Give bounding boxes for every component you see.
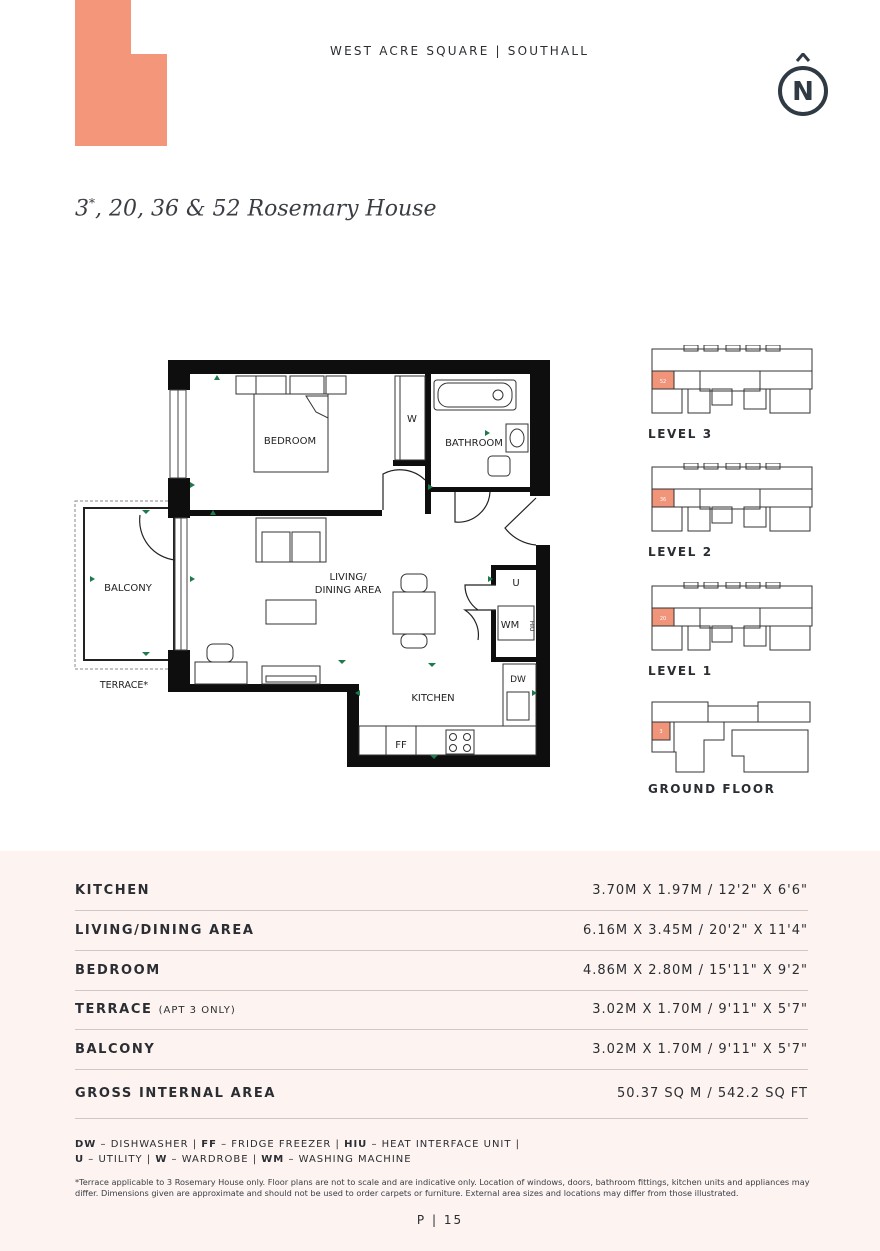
brand-header: WEST ACRE SQUARE | SOUTHALL <box>330 44 590 58</box>
key-plan-unit-number: 52 <box>659 379 667 385</box>
key-plan-unit-number: 36 <box>659 497 667 503</box>
floor-plan <box>70 340 570 780</box>
utility-label: U <box>512 578 520 589</box>
level-label: LEVEL 1 <box>648 664 713 678</box>
key-plan-level-1 <box>648 582 816 678</box>
dimension-row-living <box>75 910 808 951</box>
room-name: TERRACE (APT 3 ONLY) <box>75 1001 236 1017</box>
dimension-row-balcony <box>75 1029 808 1070</box>
level-label: LEVEL 3 <box>648 427 713 441</box>
room-name: GROSS INTERNAL AREA <box>75 1085 277 1101</box>
bathroom-label: BATHROOM <box>445 438 503 449</box>
room-size: 3.02M X 1.70M / 9'11" X 5'7" <box>592 1041 808 1057</box>
bed <box>236 376 346 472</box>
desk <box>195 644 320 684</box>
key-plan-unit-number: 20 <box>659 616 667 622</box>
brand-logo-mark <box>75 0 167 146</box>
page-title: 3*, 20, 36 & 52 Rosemary House <box>75 196 437 222</box>
level-label: GROUND FLOOR <box>648 782 776 796</box>
bedroom-label: BEDROOM <box>263 436 317 447</box>
smoke-detector-markers <box>90 375 537 759</box>
room-name: LIVING/DINING AREA <box>75 922 255 938</box>
dimension-row-kitchen <box>75 870 808 911</box>
bath-fittings <box>434 380 528 476</box>
page-number: P | 15 <box>416 1213 464 1227</box>
room-name: KITCHEN <box>75 882 151 898</box>
dining-set <box>393 574 435 648</box>
key-plan-level-2 <box>648 463 816 559</box>
key-plan-level-3 <box>648 345 816 441</box>
kitchen-label: KITCHEN <box>411 693 455 704</box>
abbreviation-legend: DW – DISHWASHER | FF – FRIDGE FREEZER | HIU – HEAT INTERFACE UNIT | U – UTILITY | W – WARDROBE | WM – WASHING MACHINE <box>75 1139 521 1165</box>
hiu-label: HIU <box>528 620 535 632</box>
key-plan-ground-floor <box>648 700 816 796</box>
dishwasher-label: DW <box>510 675 526 685</box>
room-name: BALCONY <box>75 1041 156 1057</box>
washing-machine-label: WM <box>500 620 520 631</box>
dimension-row-bedroom <box>75 950 808 991</box>
living-label-line1: LIVING/ <box>329 572 367 583</box>
disclaimer-footnote: *Terrace applicable to 3 Rosemary House only. Floor plans are not to scale and are indicative only. Location of windows, doors, bathroom fittings, kitchen units and appliances may differ. Dimensions given are approximate and should not be used to order carpets or furniture. External area sizes and locations may differ from those illustrated. <box>75 1177 810 1198</box>
coffee-table <box>266 600 316 624</box>
room-name: BEDROOM <box>75 962 161 978</box>
dimension-row-gross-area <box>75 1068 808 1119</box>
fridge-freezer-label: FF <box>395 740 407 751</box>
room-size: 50.37 SQ M / 542.2 SQ FT <box>617 1085 808 1101</box>
north-compass-icon <box>777 53 829 121</box>
room-size: 6.16M X 3.45M / 20'2" X 11'4" <box>582 922 808 938</box>
room-size: 3.70M X 1.97M / 12'2" X 6'6" <box>592 882 808 898</box>
room-size: 3.02M X 1.70M / 9'11" X 5'7" <box>592 1001 808 1017</box>
wardrobe-label: W <box>407 414 417 425</box>
balcony-label: BALCONY <box>104 583 152 594</box>
living-label-line2: DINING AREA <box>314 585 382 596</box>
level-label: LEVEL 2 <box>648 545 713 559</box>
walls <box>168 360 550 767</box>
sofa <box>256 518 326 562</box>
key-plan-unit-number: 3 <box>659 729 663 735</box>
room-size: 4.86M X 2.80M / 15'11" X 9'2" <box>582 962 808 978</box>
dimension-row-terrace <box>75 989 808 1030</box>
compass-letter: N <box>792 77 814 107</box>
terrace-label: TERRACE* <box>99 680 149 691</box>
room-note: (APT 3 ONLY) <box>158 1004 236 1016</box>
